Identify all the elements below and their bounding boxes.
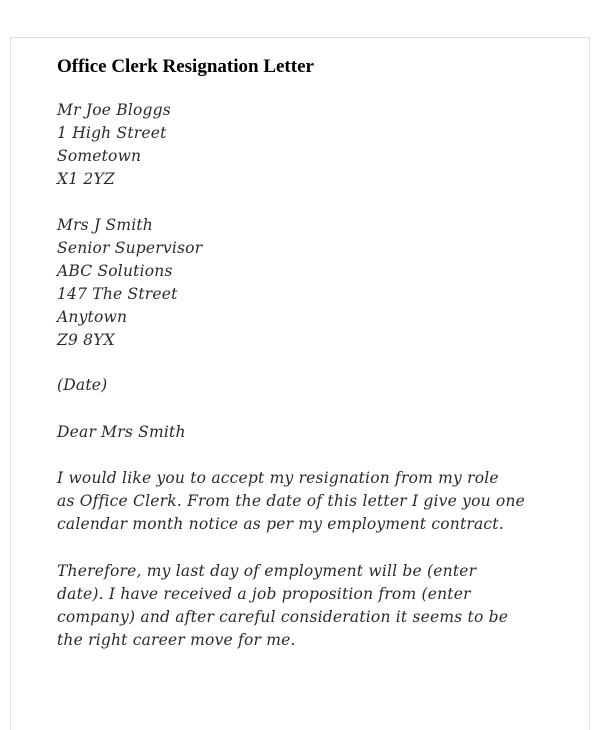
paragraph-2-line: company) and after careful consideration it seems to be (57, 608, 509, 626)
sender-town: Sometown (57, 147, 142, 165)
recipient-position: Senior Supervisor (57, 239, 203, 257)
left-page-border (10, 37, 11, 730)
salutation-text: Dear Mrs Smith (57, 423, 186, 441)
sender-name: Mr Joe Bloggs (57, 101, 171, 119)
paragraph-2-line: Therefore, my last day of employment will be (enter (57, 562, 477, 580)
paragraph-1-line: as Office Clerk. From the date of this letter I give you one (57, 492, 526, 510)
recipient-town: Anytown (57, 308, 128, 326)
paragraph-2-line: date). I have received a job proposition from (enter (57, 585, 471, 603)
document-title: Office Clerk Resignation Letter (57, 56, 314, 77)
top-divider (10, 37, 590, 38)
paragraph-2-line: the right career move for me. (57, 631, 296, 649)
letter-date (57, 374, 107, 397)
recipient-name: Mrs J Smith (57, 216, 153, 234)
recipient-postcode: Z9 8YX (57, 331, 115, 349)
sender-street: 1 High Street (57, 124, 167, 142)
paragraph-1 (57, 467, 525, 536)
sender-postcode: X1 2YZ (57, 170, 115, 188)
recipient-street: 147 The Street (57, 285, 178, 303)
letter-salutation (57, 421, 186, 444)
paragraph-2 (57, 560, 508, 652)
recipient-company: ABC Solutions (57, 262, 173, 280)
right-page-border (589, 37, 590, 730)
date-text: (Date) (57, 376, 108, 394)
paragraph-1-line: I would like you to accept my resignation from my role (57, 469, 499, 487)
paragraph-1-line: calendar month notice as per my employment contract. (57, 515, 504, 533)
recipient-address (57, 214, 202, 352)
sender-address (57, 99, 171, 191)
